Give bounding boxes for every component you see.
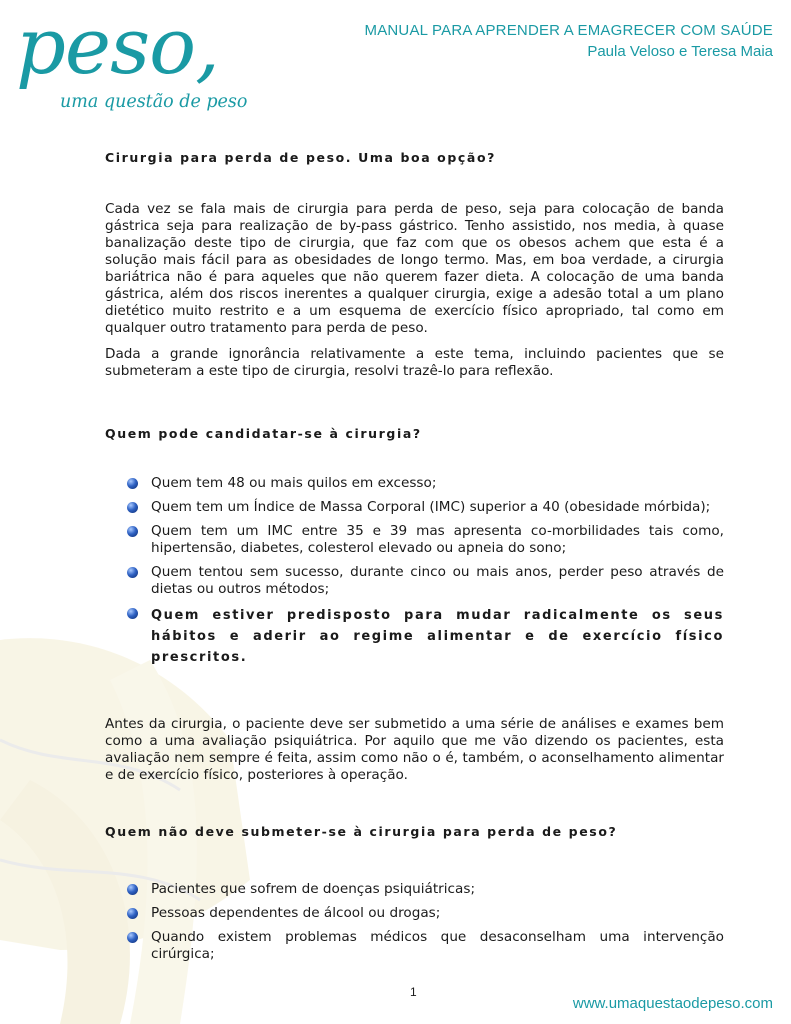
bullet-icon bbox=[127, 526, 138, 537]
manual-title: MANUAL PARA APRENDER A EMAGRECER COM SAÚDE bbox=[364, 22, 773, 39]
pre-surgery-text bbox=[105, 716, 724, 793]
contraindications-list bbox=[127, 881, 724, 970]
bullet-icon bbox=[127, 908, 138, 919]
list-item bbox=[127, 523, 724, 557]
list-item-text: Pacientes que sofrem de doenças psiquiátricas; bbox=[151, 881, 476, 897]
intro-text bbox=[105, 201, 724, 389]
bullet-icon bbox=[127, 608, 138, 619]
paragraph: Dada a grande ignorância relativamente a este tema, incluindo pacientes que se submeteram a este tipo de cirurgia, resolvi trazê-lo para reflexão. bbox=[105, 346, 724, 379]
section-heading-candidates: Quem pode candidatar-se à cirurgia? bbox=[105, 426, 422, 441]
website-link[interactable]: www.umaquestaodepeso.com bbox=[572, 995, 773, 1012]
bullet-icon bbox=[127, 932, 138, 943]
brand-logo bbox=[16, 2, 248, 112]
paragraph: Antes da cirurgia, o paciente deve ser submetido a uma série de análises e exames bem como a uma avaliação psiquiátrica. Por aquilo que me vão dizendo os pacientes, esta avaliação nem sempre é feita, assim como não o é, também, o aconselhamento alimentar e de exercício físico, posteriores à operação. bbox=[105, 716, 724, 783]
bullet-icon bbox=[127, 884, 138, 895]
list-item-text: Quem tem um Índice de Massa Corporal (IMC) superior a 40 (obesidade mórbida); bbox=[151, 499, 711, 515]
list-item bbox=[127, 905, 724, 922]
candidates-list bbox=[127, 475, 724, 675]
list-item-text: Quem tem 48 ou mais quilos em excesso; bbox=[151, 475, 437, 491]
list-item bbox=[127, 499, 724, 516]
list-item bbox=[127, 605, 724, 668]
bullet-icon bbox=[127, 502, 138, 513]
section-heading-surgery-option: Cirurgia para perda de peso. Uma boa opção? bbox=[105, 150, 496, 165]
logo-wordmark: peso, bbox=[16, 2, 219, 92]
section-heading-contraindications: Quem não deve submeter-se à cirurgia para perda de peso? bbox=[105, 824, 618, 839]
list-item-text: Pessoas dependentes de álcool ou drogas; bbox=[151, 905, 441, 921]
paragraph: Cada vez se fala mais de cirurgia para perda de peso, seja para colocação de banda gástrica seja para realização de by-pass gástrico. Tenho assistido, nos media, à quase banalização deste tipo de cirurgia, que faz com que os obesos achem que esta é a solução mais fácil para as obesidades de longo termo. Mas, em boa verdade, a cirurgia bariátrica não é para aqueles que não querem fazer dieta. A colocação de uma banda gástrica, além dos riscos inerentes a qualquer cirurgia, exige a adesão total a um plano dietético muito restrito e a um esquema de exercício físico apropriado, tal como em qualquer outro tratamento para perda de peso. bbox=[105, 201, 724, 336]
list-item bbox=[127, 564, 724, 598]
page-number: 1 bbox=[410, 985, 417, 999]
list-item-text: Quem tentou sem sucesso, durante cinco ou mais anos, perder peso através de dietas ou outros métodos; bbox=[151, 564, 724, 597]
list-item bbox=[127, 929, 724, 963]
logo-tagline: uma questão de peso bbox=[60, 92, 248, 112]
bullet-icon bbox=[127, 567, 138, 578]
list-item-text: Quem estiver predisposto para mudar radicalmente os seus hábitos e aderir ao regime alimentar e de exercício físico prescritos. bbox=[151, 608, 724, 665]
manual-authors: Paula Veloso e Teresa Maia bbox=[587, 43, 773, 60]
bullet-icon bbox=[127, 478, 138, 489]
document-header bbox=[365, 22, 774, 60]
list-item-text: Quem tem um IMC entre 35 e 39 mas apresenta co-morbilidades tais como, hipertensão, diabetes, colesterol elevado ou apneia do sono; bbox=[151, 523, 724, 556]
list-item-text: Quando existem problemas médicos que desaconselham uma intervenção cirúrgica; bbox=[151, 929, 724, 962]
list-item bbox=[127, 881, 724, 898]
list-item bbox=[127, 475, 724, 492]
